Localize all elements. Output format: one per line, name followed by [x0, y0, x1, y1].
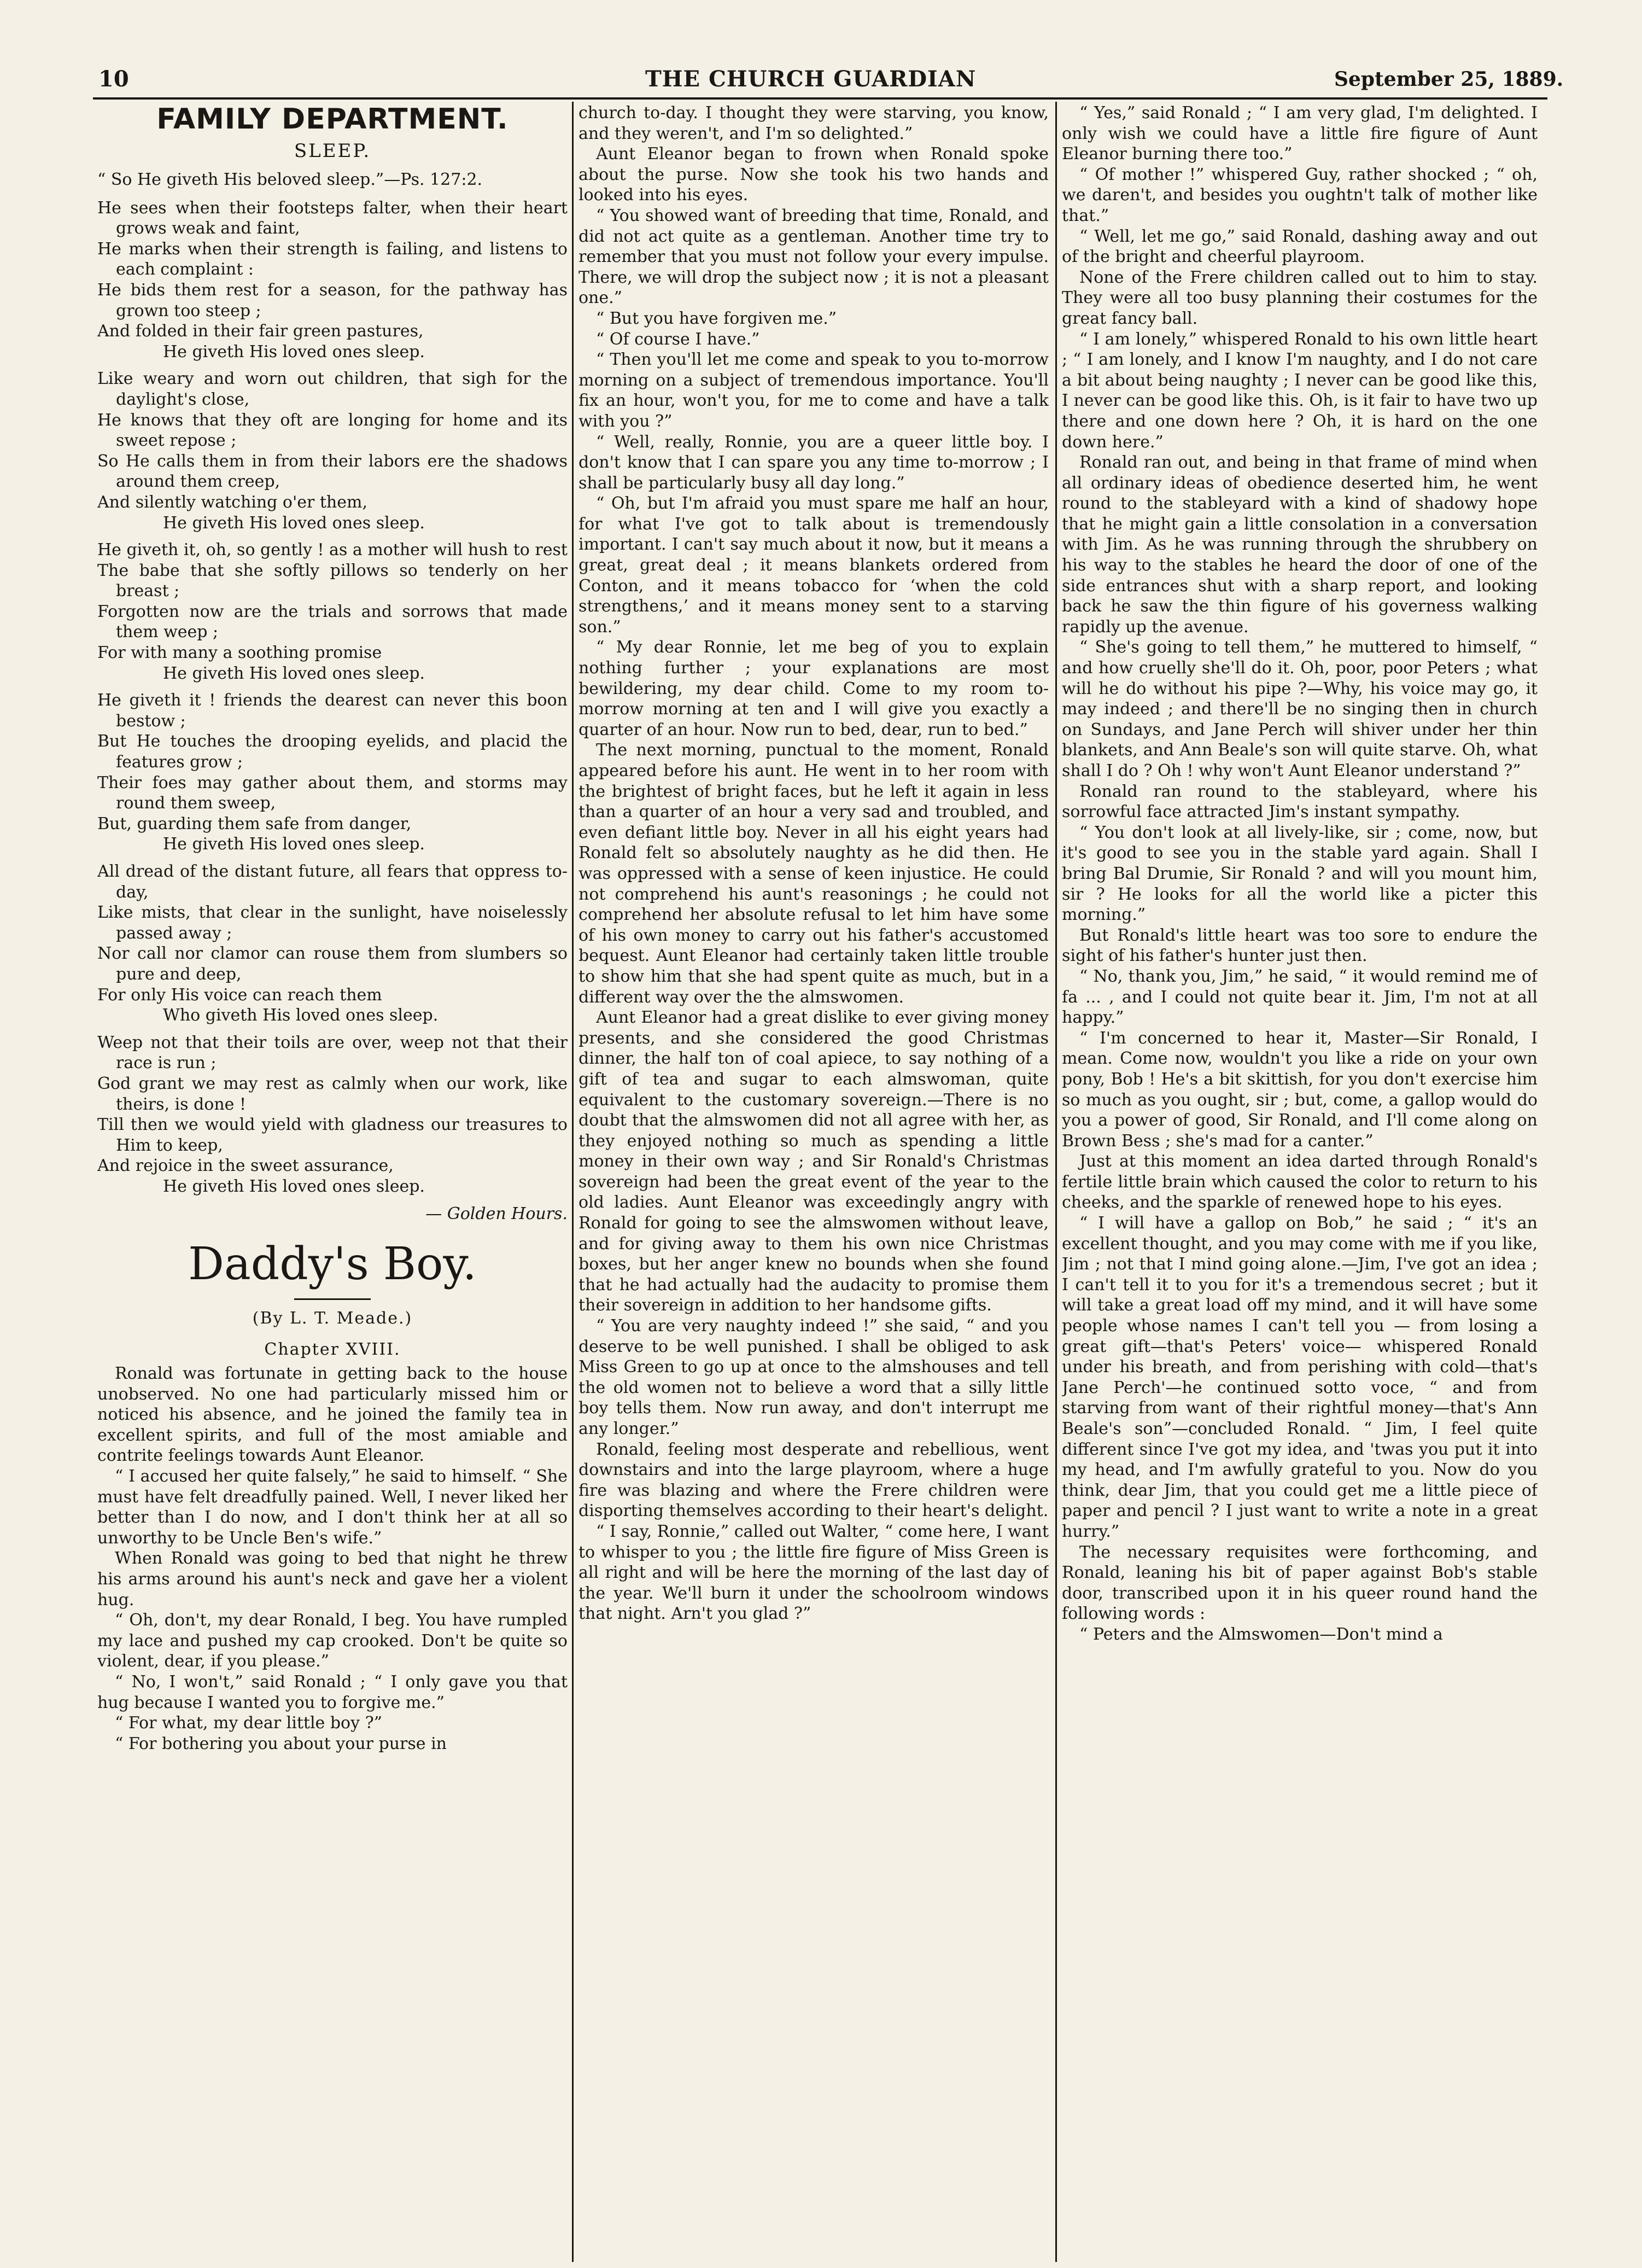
paragraph: “ Yes,” said Ronald ; “ I am very glad, I'm delighted. I only wish we could have a little fire figure of Aunt Eleanor burning there too.” [1062, 103, 1538, 164]
poem-refrain: He giveth His loved ones sleep. [163, 513, 425, 533]
paragraph: “ Then you'll let me come and speak to you to-morrow morning on a subject of tremendous importance. You'll fix an hour, won't you, for me to come and have a talk with you ?” [579, 350, 1049, 431]
paragraph: “ Of course I have.” [596, 329, 760, 349]
section-title: FAMILY DEPARTMENT. [156, 103, 509, 136]
poem-stanza [97, 540, 568, 684]
paragraph: “ Well, let me go,” said Ronald, dashing away and out of the bright and cheerful playroom. [1062, 226, 1538, 267]
page-number: 10 [98, 66, 129, 92]
poem-line: He giveth it, oh, so gently ! as a mother will hush to rest [97, 540, 568, 560]
story-text [97, 1363, 568, 1754]
paragraph: “ Peters and the Almswomen—Don't mind a [1079, 1624, 1443, 1644]
paragraph: “ Oh, don't, my dear Ronald, I beg. You have rumpled my lace and pushed my cap crooked. Don't be quite so violent, dear, if you please.” [97, 1611, 568, 1671]
paragraph: Aunt Eleanor had a great dislike to ever giving money presents, and she considered the good Christmas dinner, the half ton of coal apiece, to say nothing of a gift of tea and sugar to each almswoman, quite equivalent to the customary sovereign.—There is no doubt that the almswomen did not all agree with her, as they enjoyed nothing so much as spending a little money in their own way ; and Sir Ronald's Christmas sovereign had been the great event of the year to the old ladies. Aunt Eleanor was exceedingly angry with Ronald for going to see the almswomen without leave, and for giving away to them his own nice Christmas boxes, but her anger knew no bounds when she found that he had actually had the audacity to promise them their sovereign in addition to her handsome gifts. [579, 1008, 1049, 1315]
paragraph: “ I say, Ronnie,” called out Walter, “ come here, I want to whisper to you ; the little fire figure of Miss Green is all right and will be here the morning of the last day of the year. We'll burn it under the schoolroom windows that night. Arn't you glad ?” [579, 1521, 1049, 1624]
paragraph: “ Well, really, Ronnie, you are a queer little boy. I don't know that I can spare you any time to-morrow ; I shall be particularly busy all day long.” [579, 432, 1049, 493]
poem-epigraph: “ So He giveth His beloved sleep.”—Ps. 127:2. [97, 170, 483, 189]
poem-line: So He calls them in from their labors ere the shadows around them creep, [97, 451, 568, 492]
story-text [579, 103, 1049, 1624]
poem-line: And silently watching o'er them, [97, 492, 367, 512]
header-rule [93, 97, 1547, 100]
poem-refrain: He giveth His loved ones sleep. [163, 835, 425, 854]
story-title: Daddy's Boy. [188, 1238, 477, 1291]
poem-title: SLEEP. [294, 140, 371, 162]
column-divider [1055, 102, 1057, 2262]
masthead-title: THE CHURCH GUARDIAN [645, 66, 977, 92]
poem-line: Their foes may gather about them, and storms may round them sweep, [97, 773, 568, 813]
poem-line: Weep not that their toils are over, weep not that their race is run ; [97, 1033, 568, 1073]
poem-line: He sees when their footsteps falter, when their heart grows weak and faint, [97, 198, 568, 238]
paragraph: Ronald ran out, and being in that frame of mind when all ordinary ideas of obedience deserted him, he went round to the stableyard with a kind of shadowy hope that he might gain a little consolation in a conversation with Jim. As he was running through the shrubbery on his way to the stables he heard the door of one of the side entrances shut with a sharp report, and looking back he saw the thin figure of his governess walking rapidly up the avenue. [1062, 453, 1538, 637]
poem-stanza [97, 369, 568, 533]
title-rule [294, 1298, 371, 1300]
column-1 [97, 103, 568, 2263]
paragraph: Ronald ran round to the stableyard, where his sorrowful face attracted Jim's instant sympathy. [1062, 782, 1538, 822]
poem-line: For with many a soothing promise [97, 643, 382, 663]
poem-line: But, guarding them safe from danger, [97, 814, 412, 833]
poem-stanza [97, 690, 568, 855]
poem-line: Forgotten now are the trials and sorrows that made them weep ; [97, 602, 568, 642]
poem-body [97, 198, 568, 1197]
paragraph: The next morning, punctual to the moment, Ronald appeared before his aunt. He went in to her room with the brightest of bright faces, but he left it again in less than a quarter of an hour a very sad and troubled, and even defiant little boy. Never in all his eight years had Ronald felt so absolutely naughty as he did then. He was oppressed with a sense of keen injustice. He could not comprehend his aunt's reasonings ; he could not comprehend her absolute refusal to let him have some of his own money to carry out his father's accustomed bequest. Aunt Eleanor had certainly taken little trouble to show him that she had spent quite as much, but in a different way over the the almswomen. [579, 741, 1049, 1007]
paragraph: “ I accused her quite falsely,” he said to himself. “ She must have felt dreadfully pained. Well, I never liked her better than I do now, and I don't think her at all so unworthy to be Uncle Ben's wife.” [97, 1467, 568, 1548]
poem-refrain: He giveth His loved ones sleep. [163, 342, 425, 362]
paragraph: When Ronald was going to bed that night he threw his arms around his aunt's neck and gave her a violent hug. [97, 1549, 568, 1610]
paragraph: The necessary requisites were forthcoming, and Ronald, leaning his bit of paper against Bob's stable door, transcribed upon it in his queer round hand the following words : [1062, 1542, 1538, 1624]
paragraph: “ I'm concerned to hear it, Master—Sir Ronald, I mean. Come now, wouldn't you like a ride on your own pony, Bob ! He's a bit skittish, for you don't exercise him so much as you ought, sir ; but, come, a gallop would do you a power of good, Sir Ronald, and I'll come along on Brown Bess ; she's mad for a canter.” [1062, 1028, 1538, 1151]
paragraph: “ For what, my dear little boy ?” [115, 1713, 383, 1733]
paragraph: “ For bothering you about your purse in [115, 1734, 447, 1753]
paragraph: “ My dear Ronnie, let me beg of you to explain nothing further ; your explanations are most bewildering, my dear child. Come to my room to-morrow morning at ten and I will give you exactly a quarter of an hour. Now run to bed, dear, run to bed.” [579, 638, 1049, 739]
paragraph: “ You don't look at all lively-like, sir ; come, now, but it's good to see you in the stable yard again. Shall I bring Bal Drumie, Sir Ronald ? and will you mount him, sir ? He looks for all the world like a picter this morning.” [1062, 823, 1538, 925]
paragraph: “ Oh, but I'm afraid you must spare me half an hour, for what I've got to talk about is tremendously important. I can't say much about it now, but it means a great, great deal ; it means blankets ordered from Conton, and it means tobacco for ‘when the cold strengthens,’ and it means money sent to a starving son.” [579, 494, 1049, 637]
poem-refrain: Who giveth His loved ones sleep. [163, 1006, 439, 1025]
poem-source: — Golden Hours. [425, 1204, 568, 1223]
poem-line: He knows that they oft are longing for home and its sweet repose ; [97, 410, 568, 451]
story-byline: (By L. T. Meade.) [252, 1309, 413, 1328]
column-2 [579, 103, 1049, 2263]
paragraph: “ Of mother !” whispered Guy, rather shocked ; “ oh, we daren't, and besides you oughtn't talk of mother like that.” [1062, 165, 1538, 225]
poem-line: And folded in their fair green pastures, [97, 322, 424, 341]
paragraph: Ronald was fortunate in getting back to the house unobserved. No one had particularly missed him or noticed his absence, and he joined the family tea in excellent spirits, and full of the most amiable and contrite feelings towards Aunt Eleanor. [97, 1364, 568, 1466]
paragraph: church to-day. I thought they were starving, you know, and they weren't, and I'm so delighted.” [579, 103, 1049, 143]
poem-line: For only His voice can reach them [97, 985, 382, 1005]
issue-date: September 25, 1889. [1334, 68, 1564, 91]
paragraph: Ronald, feeling most desperate and rebellious, went downstairs and into the large playroom, where a huge fire was blazing and where the Frere children were disporting themselves according to their heart's delight. [579, 1439, 1049, 1521]
poem-line: Till then we would yield with gladness our treasures to Him to keep, [97, 1115, 568, 1155]
paragraph: “ No, I won't,” said Ronald ; “ I only gave you that hug because I wanted you to forgive me.” [97, 1672, 568, 1712]
poem-line: Nor call nor clamor can rouse them from slumbers so pure and deep, [97, 944, 568, 984]
poem-line: But He touches the drooping eyelids, and placid the features grow ; [97, 732, 568, 772]
poem-refrain: He giveth His loved ones sleep. [163, 1176, 425, 1196]
paragraph: “ I will have a gallop on Bob,” he said ; “ it's an excellent thought, and you may come with me if you like, Jim ; not that I mind going alone.—Jim, I've got an idea ; I can't tell it to you for it's a tremendous secret ; but it will take a great load off my mind, and it will have some people whose names I can't tell you — from losing a great gift—that's Peters' voice— whispered Ronald under his breath, and from perishing with cold—that's Jane Perch'—he continued sotto voce, “ and from starving from want of their rightful money—that's Ann Beale's son”—concluded Ronald. “ Jim, I feel quite different since I've got my idea, and 'twas you put it into my head, and I'm awfully grateful to you. Now do you think, dear Jim, that you could get me a little piece of paper and pencil ? I just want to write a note in a great hurry.” [1062, 1214, 1538, 1541]
paragraph: None of the Frere children called out to him to stay. They were all too busy planning their costumes for the great fancy ball. [1062, 267, 1538, 328]
paragraph: Aunt Eleanor began to frown when Ronald spoke about the purse. Now she took his two hands and looked into his eyes. [579, 144, 1049, 205]
poem-line: All dread of the distant future, all fears that oppress to-day, [97, 862, 568, 902]
story-text [1062, 103, 1538, 1645]
paragraph: Just at this moment an idea darted through Ronald's fertile little brain which caused the color to return to his cheeks, and the sparkle of renewed hope to his eyes. [1062, 1152, 1538, 1212]
paragraph: “ But you have forgiven me.” [596, 308, 837, 328]
poem-refrain: He giveth His loved ones sleep. [163, 663, 425, 683]
poem-stanza [97, 861, 568, 1026]
paragraph: “ You showed want of breeding that time, Ronald, and did not act quite as a gentleman. Another time try to remember that you must not follow your every impulse. There, we will drop the subject now ; it is not a pleasant one.” [579, 206, 1049, 308]
poem-line: Like mists, that clear in the sunlight, have noiselessly passed away ; [97, 903, 568, 943]
poem-stanza [97, 198, 568, 363]
poem-stanza [97, 1033, 568, 1197]
poem-line: The babe that she softly pillows so tenderly on her breast ; [97, 561, 568, 601]
paragraph: But Ronald's little heart was too sore to endure the sight of his father's hunter just then. [1062, 925, 1538, 966]
paragraph: “ You are very naughty indeed !” she said, “ and you deserve to be well punished. I shall be obliged to ask Miss Green to go up at once to the almshouses and tell the old women not to believe a word that a silly little boy tells them. Now run away, and don't interrupt me any longer.” [579, 1316, 1049, 1438]
poem-line: He marks when their strength is failing, and listens to each complaint : [97, 239, 568, 279]
paragraph: “ She's going to tell them,” he muttered to himself, “ and how cruelly she'll do it. Oh, poor, poor Peters ; what will he do without his pipe ?—Why, his voice may go, it may indeed ; and there'll be no singing then in church on Sundays, and Jane Perch will shiver under her thin blankets, and Ann Beale's son will quite starve. Oh, what shall I do ? Oh ! why won't Aunt Eleanor understand ?” [1062, 638, 1538, 780]
poem-line: He bids them rest for a season, for the pathway has grown too steep ; [97, 280, 568, 320]
column-divider [572, 102, 574, 2262]
paragraph: “ No, thank you, Jim,” he said, “ it would remind me of fa ... , and I could not quite bear it. Jim, I'm not at all happy.” [1062, 966, 1538, 1028]
poem-line: Like weary and worn out children, that sigh for the daylight's close, [97, 369, 568, 409]
column-3 [1062, 103, 1538, 2263]
chapter-heading: Chapter XVIII. [264, 1340, 401, 1360]
poem-line: And rejoice in the sweet assurance, [97, 1156, 394, 1176]
poem-line: He giveth it ! friends the dearest can never this boon bestow ; [97, 691, 568, 731]
paragraph: “ I am lonely,” whispered Ronald to his own little heart ; “ I am lonely, and I know I'm naughty, and I do not care a bit about being naughty ; I never can be good like this, I never can be good like this. Oh, is it fair to have two up there and one down here ? Oh, it is hard on the one down here.” [1062, 329, 1538, 452]
poem-line: God grant we may rest as calmly when our work, like theirs, is done ! [97, 1074, 568, 1114]
